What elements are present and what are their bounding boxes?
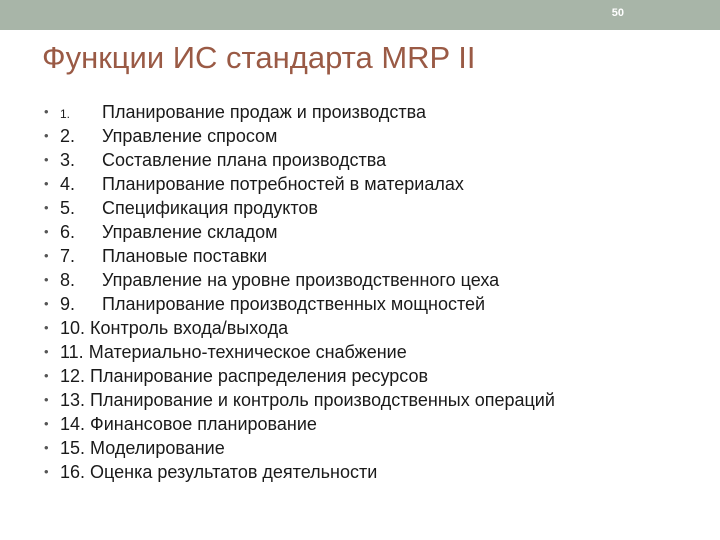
bullet-icon: • (44, 224, 49, 239)
item-text: Финансовое планирование (90, 414, 317, 434)
item-text: Управление на уровне производственного цеха (102, 270, 500, 290)
page-number: 50 (611, 7, 624, 19)
item-text: Составление плана производства (102, 150, 387, 170)
list-item (44, 292, 555, 316)
item-text: Плановые поставки (102, 246, 268, 266)
bullet-icon: • (44, 296, 49, 311)
bullet-icon: • (44, 272, 49, 287)
list-item (44, 364, 555, 388)
list-item (44, 148, 555, 172)
item-number: 11. (60, 342, 84, 362)
item-number: 4. (60, 174, 76, 194)
list-item (44, 196, 555, 220)
item-number: 16. (60, 462, 86, 482)
item-number: 6. (60, 222, 76, 242)
top-bar (0, 0, 720, 30)
item-number: 13. (60, 390, 86, 410)
item-number: 2. (60, 126, 76, 146)
bullet-icon: • (44, 368, 49, 383)
item-text: Планирование потребностей в материалах (102, 174, 464, 194)
bullet-icon: • (44, 416, 49, 431)
item-number: 1. (60, 107, 71, 121)
item-text: Моделирование (90, 438, 225, 458)
item-number: 3. (60, 150, 76, 170)
item-text: Контроль входа/выхода (90, 318, 289, 338)
item-text: Планирование распределения ресурсов (90, 366, 429, 386)
list-item (44, 460, 555, 484)
list-item (44, 220, 555, 244)
item-number: 10. (60, 318, 86, 338)
list-item (44, 412, 555, 436)
item-number: 12. (60, 366, 86, 386)
slide-title: Функции ИС стандарта MRP II (42, 40, 476, 75)
bullet-icon: • (44, 344, 49, 359)
bullet-icon: • (44, 320, 49, 335)
item-number: 8. (60, 270, 76, 290)
list-item (44, 172, 555, 196)
list-item (44, 340, 555, 364)
list-item (44, 100, 555, 124)
item-number: 15. (60, 438, 86, 458)
item-text: Планирование и контроль производственных операций (90, 390, 555, 410)
bullet-icon: • (44, 176, 49, 191)
bullet-icon: • (44, 464, 49, 479)
bullet-icon: • (44, 248, 49, 263)
bullet-icon: • (44, 200, 49, 215)
list-item (44, 436, 555, 460)
item-text: Оценка результатов деятельности (90, 462, 378, 482)
item-number: 9. (60, 294, 76, 314)
list-item (44, 124, 555, 148)
item-text: Спецификация продуктов (102, 198, 318, 218)
bullet-icon: • (44, 128, 49, 143)
item-text: Управление складом (102, 222, 278, 242)
item-number: 14. (60, 414, 86, 434)
bullet-icon: • (44, 152, 49, 167)
item-text: Материально-техническое снабжение (88, 342, 407, 362)
item-text: Управление спросом (102, 126, 278, 146)
list-item (44, 316, 555, 340)
bullet-icon: • (44, 440, 49, 455)
item-number: 5. (60, 198, 76, 218)
function-list (44, 100, 555, 484)
bullet-icon: • (44, 392, 49, 407)
bullet-icon: • (44, 104, 49, 119)
list-item (44, 244, 555, 268)
item-number: 7. (60, 246, 76, 266)
item-text: Планирование производственных мощностей (102, 294, 486, 314)
item-text: Планирование продаж и производства (102, 102, 426, 122)
list-item (44, 388, 555, 412)
list-item (44, 268, 555, 292)
